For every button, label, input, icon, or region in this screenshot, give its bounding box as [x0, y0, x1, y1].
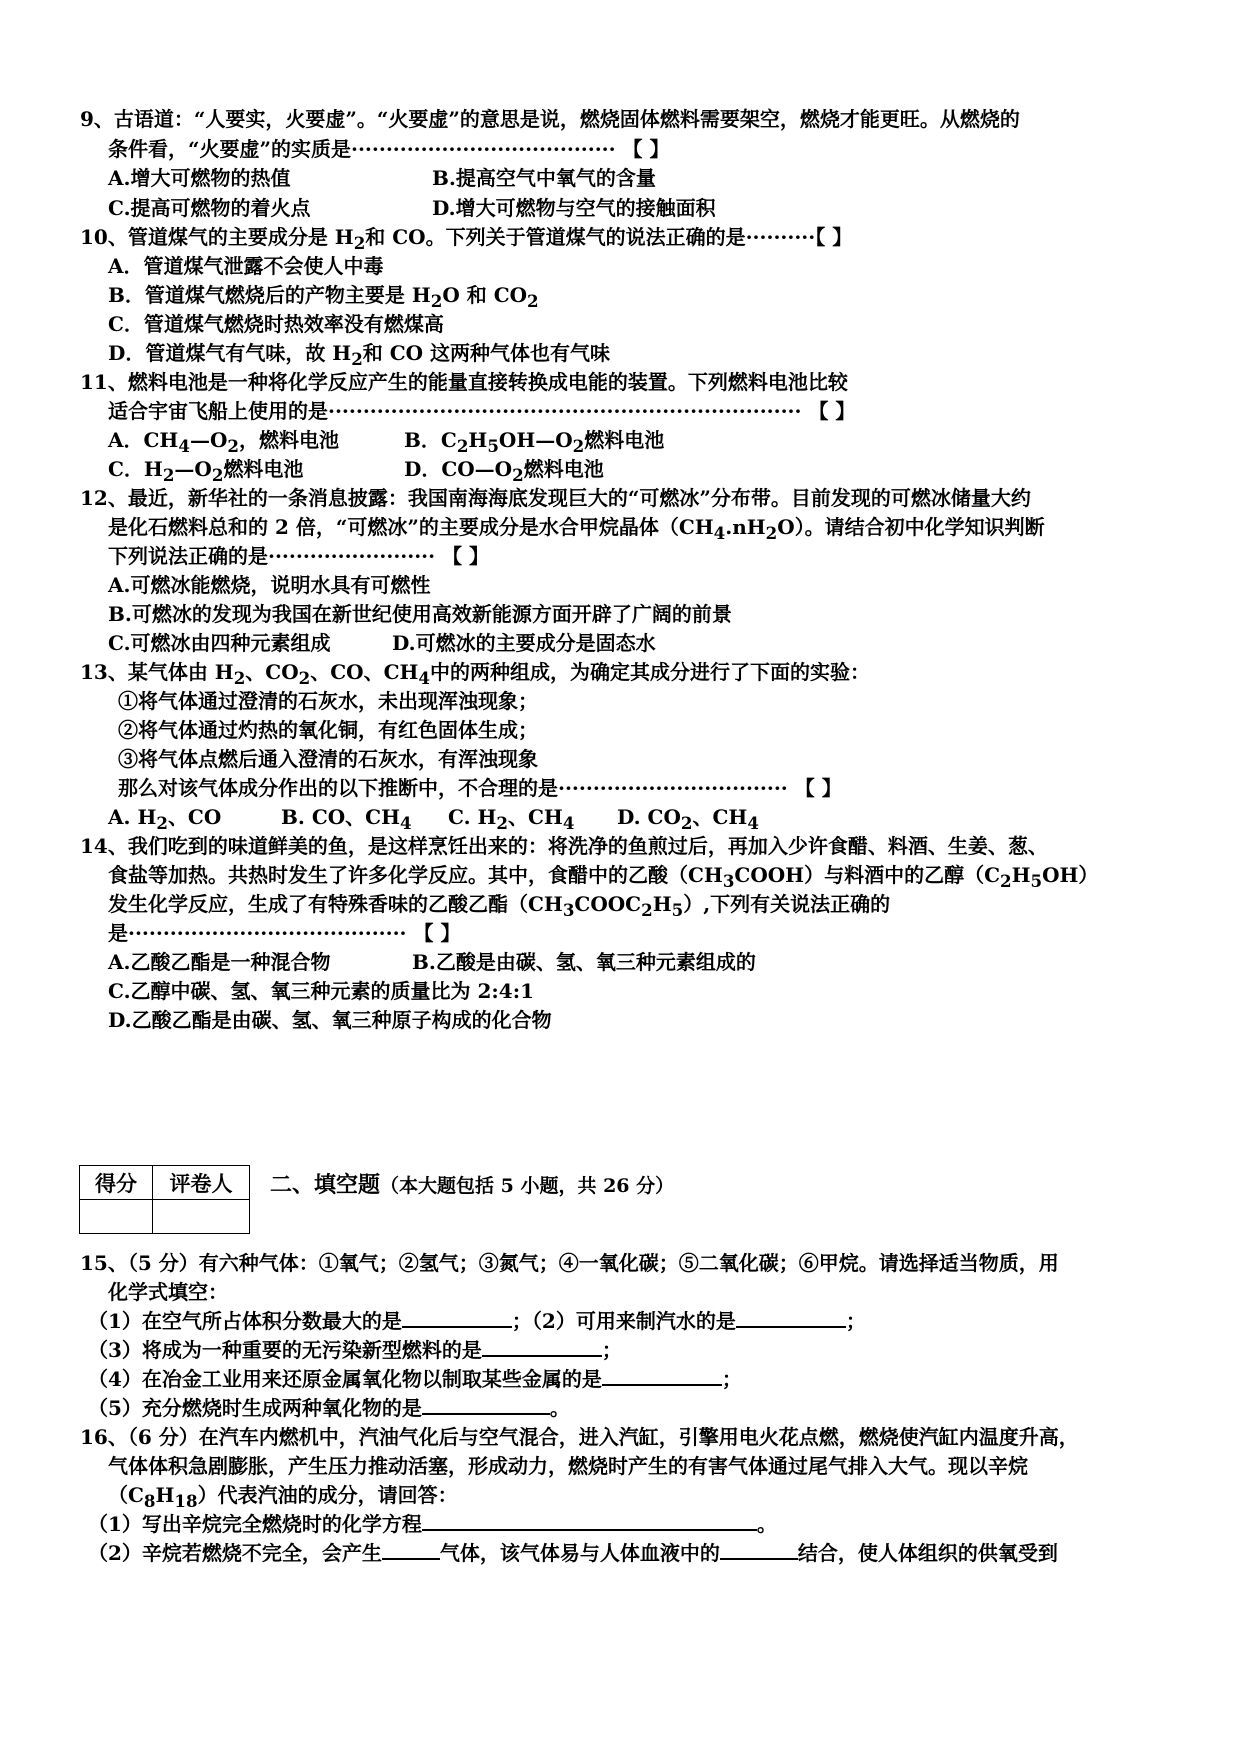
q15-blank-3[interactable] — [482, 1335, 602, 1357]
q10-option-c: C．管道煤气燃烧时热效率没有燃煤高 — [108, 312, 444, 336]
q15-part-1-2: （1）在空气所占体积分数最大的是 ；（2）可用来制汽水的是 ； — [88, 1306, 866, 1336]
q9-option-c: C.提高可燃物的着火点 — [108, 196, 311, 220]
score-cell — [80, 1200, 153, 1234]
q12-option-b: B.可燃冰的发现为我国在新世纪使用高效新能源方面开辟了广阔的前景 — [108, 602, 732, 626]
q15-part-3: （3）将成为一种重要的无污染新型燃料的是 ； — [88, 1335, 622, 1365]
q15-blank-5[interactable] — [422, 1393, 550, 1415]
score-table — [79, 1165, 250, 1234]
q15-part-4: （4）在冶金工业用来还原金属氧化物以制取某些金属的是 ； — [88, 1364, 742, 1394]
q16-part-2: （2）辛烷若燃烧不完全，会产生 气体，该气体易与人体血液中的 结合，使人体组织的供氧受到 — [88, 1538, 1058, 1568]
q11-option-b: B．$C_2H_5OH—O_2$燃料电池 — [404, 428, 665, 456]
q13-step-2: ②将气体通过灼热的氧化铜，有红色固体生成； — [118, 718, 538, 742]
q12-stem-line1: 12、最近，新华社的一条消息披露：我国南海海底发现巨大的“可燃冰”分布带。目前发现的可燃冰储量大约 — [80, 486, 1031, 510]
q13-step-3: ③将气体点燃后通入澄清的石灰水，有浑浊现象 — [118, 747, 538, 771]
q13-question: 那么对该气体成分作出的以下推断中，不合理的是································· 【 】 — [118, 776, 842, 800]
q9-option-b: B.提高空气中氧气的含量 — [432, 166, 656, 190]
q13-option-d: D. $CO_2$、$CH_4$ — [617, 805, 759, 833]
q10-option-d: D．管道煤气有气味，故 $H_2$和 CO 这两种气体也有气味 — [108, 341, 611, 369]
q12-option-d: D.可燃冰的主要成分是固态水 — [392, 631, 656, 655]
q9-stem-line1: 9、古语道：“人要实，火要虚”。“火要虚”的意思是说，燃烧固体燃料需要架空，燃烧才能更旺。从燃烧的 — [80, 107, 1020, 131]
q16-blank-1[interactable] — [422, 1509, 757, 1531]
q10-option-a: A．管道煤气泄露不会使人中毒 — [108, 254, 384, 278]
q15-stem-line1: 15、（5 分）有六种气体：①氧气；②氢气；③氮气；④一氧化碳；⑤二氧化碳；⑥甲烷。请选择适当物质，用 — [80, 1251, 1059, 1275]
q16-stem-line3: $(C_8H_{18})$代表汽油的成分，请回答： — [108, 1483, 458, 1511]
q9-option-a: A.增大可燃物的热值 — [108, 166, 291, 190]
q15-blank-4[interactable] — [602, 1364, 722, 1386]
q14-option-b: B.乙酸是由碳、氢、氧三种元素组成的 — [412, 950, 756, 974]
q16-stem-line1: 16、（6 分）在汽车内燃机中，汽油气化后与空气混合，进入汽缸，引擎用电火花点燃，燃烧使汽缸内温度升高， — [80, 1425, 1079, 1449]
q13-option-b: B. CO、$CH_4$ — [281, 805, 412, 833]
q14-stem-line4: 是········································ 【 】 — [108, 921, 461, 945]
section-2-title: 二、填空题 — [270, 1172, 381, 1198]
q14-stem-line1: 14、我们吃到的味道鲜美的鱼，是这样烹饪出来的：将洗净的鱼煎过后，再加入少许食醋、料酒、生姜、葱、 — [80, 834, 1048, 858]
section-2-note: （本大题包括 5 小题，共 26 分） — [380, 1175, 675, 1197]
q11-stem-line1: 11、燃料电池是一种将化学反应产生的能量直接转换成电能的装置。下列燃料电池比较 — [80, 370, 848, 394]
q16-stem-line2: 气体体积急剧膨胀，产生压力推动活塞，形成动力，燃烧时产生的有害气体通过尾气排入大气。现以辛烷 — [108, 1454, 1028, 1478]
section-2-header — [270, 1168, 674, 1199]
q11-option-c: C．$H_2—O_2$燃料电池 — [108, 457, 304, 485]
q16-part-1: （1）写出辛烷完全燃烧时的化学方程 。 — [88, 1509, 777, 1539]
q15-part-5: （5）充分燃烧时生成两种氧化物的是 。 — [88, 1393, 570, 1423]
q10-stem: 10、管道煤气的主要成分是 $H_2$和 CO。下列关于管道煤气的说法正确的是··········【 】 — [80, 225, 853, 253]
q14-option-d: D.乙酸乙酯是由碳、氢、氧三种原子构成的化合物 — [108, 1008, 552, 1032]
grader-header: 评卷人 — [153, 1166, 250, 1200]
q14-stem-line2: 食盐等加热。共热时发生了许多化学反应。其中，食醋中的乙酸$(CH_3COOH)$与料酒中的乙醇$(C_2H_5OH)$ — [108, 863, 1099, 891]
q13-step-1: ①将气体通过澄清的石灰水，未出现浑浊现象； — [118, 689, 538, 713]
q16-blank-3[interactable] — [720, 1538, 798, 1560]
q12-stem-line2: 是化石燃料总和的 2 倍，“可燃冰”的主要成分是水合甲烷晶体$(CH_4.nH_2O)$。请结合初中化学知识判断 — [108, 515, 1045, 543]
q12-option-c: C.可燃冰由四种元素组成 — [108, 631, 331, 655]
q14-stem-line3: 发生化学反应，生成了有特殊香味的乙酸乙酯$(CH_3COOC_2H_5)$,下列有关说法正确的 — [108, 892, 891, 920]
q15-blank-1[interactable] — [402, 1306, 512, 1328]
q15-stem-line2: 化学式填空： — [108, 1280, 228, 1304]
q10-option-b: B．管道煤气燃烧后的产物主要是 $H_2O$ 和 $CO_2$ — [108, 283, 539, 311]
q13-stem: 13、某气体由 $H_2$、$CO_2$、CO、$CH_4$中的两种组成，为确定其成分进行了下面的实验： — [80, 660, 870, 688]
q11-option-d: D．$CO—O_2$燃料电池 — [404, 457, 604, 485]
q13-option-a: A. $H_2$、CO — [108, 805, 222, 833]
q14-option-a: A.乙酸乙酯是一种混合物 — [108, 950, 331, 974]
q9-option-d: D.增大可燃物与空气的接触面积 — [432, 196, 716, 220]
q11-stem-line2: 适合宇宙飞船上使用的是···································································· 【 】 — [108, 399, 856, 423]
q11-option-a: A．$CH_4—O_2$，燃料电池 — [108, 428, 339, 456]
q9-stem-line2: 条件看，“火要虚”的实质是······································ 【 】 — [108, 137, 670, 161]
q15-blank-2[interactable] — [736, 1306, 846, 1328]
score-header: 得分 — [80, 1166, 153, 1200]
grader-cell — [153, 1200, 250, 1234]
q16-blank-2[interactable] — [382, 1538, 440, 1560]
q13-option-c: C. $H_2$、$CH_4$ — [448, 805, 575, 833]
q14-option-c: C.乙醇中碳、氢、氧三种元素的质量比为 2:4:1 — [108, 979, 535, 1003]
q12-stem-line3: 下列说法正确的是························ 【 】 — [108, 544, 490, 568]
q12-option-a: A.可燃冰能燃烧，说明水具有可燃性 — [108, 573, 431, 597]
